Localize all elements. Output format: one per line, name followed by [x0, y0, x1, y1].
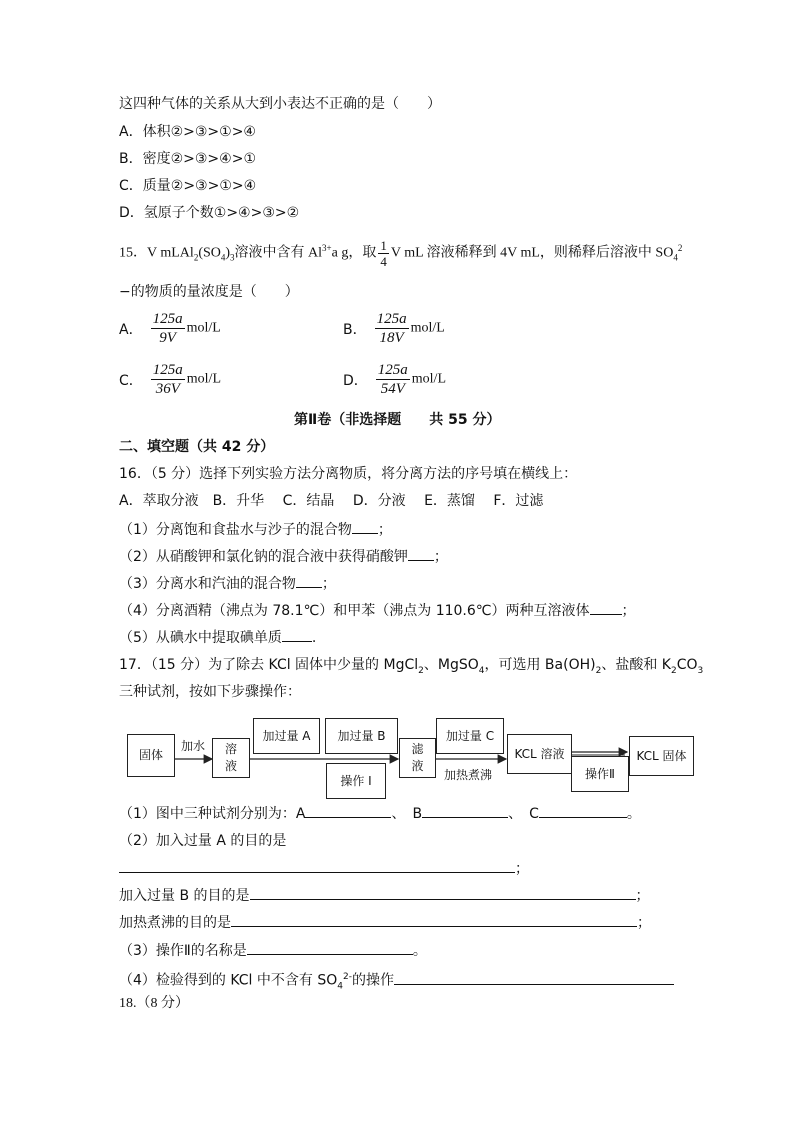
part2-title: 第Ⅱ卷（非选择题 共 55 分）: [294, 412, 501, 428]
q15-fraction: $\frac{1}{4}$: [380, 238, 387, 269]
answer-blank[interactable]: [250, 885, 636, 900]
q16-item-1: （1）分离饱和食盐水与沙子的混合物 ；: [119, 519, 392, 540]
q15-option-c: C． $\frac{125a}{36V}$ mol/L: [119, 362, 222, 397]
flow-operation-2-box: 操作Ⅱ: [571, 756, 629, 792]
answer-blank-c[interactable]: [539, 803, 627, 818]
q18-stem: 18.（8 分）: [119, 996, 189, 1011]
flow-boil-label: 加热煮沸: [444, 768, 493, 782]
q16-stem: 16．（5 分）选择下列实验方法分离物质，将分离方法的序号填在横线上：: [119, 466, 578, 482]
q17-part3: （3）操作Ⅱ的名称是 。: [119, 940, 427, 961]
flow-kcl-solution-box: KCL 溶液: [507, 734, 572, 774]
answer-blank-b[interactable]: [422, 803, 508, 818]
q16-item-3: （3）分离水和汽油的混合物 ；: [119, 573, 336, 594]
answer-blank[interactable]: [394, 970, 674, 985]
answer-blank[interactable]: [247, 940, 413, 955]
q16-item-2: （2）从硝酸钾和氯化钠的混合液中获得硝酸钾 ；: [119, 546, 448, 567]
q15-stem: 15．V $mLAl_2(SO_4)_3$溶液中含有 $Al^{3+}a$ g，取 $\frac{1}{4}$ V mL 溶液稀释到 4V mL，则稀释后溶液中 $SO_4^2$: [119, 238, 683, 269]
q14-option-b: B．密度②>③>④>①: [119, 151, 256, 167]
flow-solid-box: 固体: [127, 734, 175, 777]
q14-option-a: A．体积②>③>①>④: [119, 124, 256, 140]
flow-kcl-solid-box: KCL 固体: [629, 736, 694, 776]
flow-operation-1-box: 操作 I: [326, 763, 386, 799]
flow-filtrate-box: 滤 液: [399, 738, 436, 778]
q16-item-5: （5）从碘水中提取碘单质 .: [119, 627, 316, 648]
flow-add-c-box: 加过量 C: [436, 718, 504, 754]
q17-part4: （4）检验得到的 KCl 中不含有 $SO_4^{2-}$的操作: [119, 967, 674, 996]
flow-solution-box: 溶 液: [212, 738, 250, 778]
answer-blank[interactable]: [231, 912, 637, 927]
q15-option-b: B． $\frac{125a}{18V}$ mol/L: [343, 311, 445, 346]
flow-add-b-box: 加过量 B: [325, 718, 398, 754]
q17-part2c: 加热煮沸的目的是 ；: [119, 912, 651, 933]
flow-add-a-box: 加过量 A: [253, 718, 320, 754]
q17-part1: （1）图中三种试剂分别为：A 、 B 、 C 。: [119, 803, 641, 824]
q14-option-d: D．氢原子个数①>④>③>②: [119, 205, 300, 221]
q15-stem-line2: −的物质的量浓度是（ ）: [119, 284, 299, 300]
q14-option-c: C．质量②>③>①>④: [119, 178, 257, 194]
q16-item-4: （4）分离酒精（沸点为 78.1℃）和甲苯（沸点为 110.6℃）两种互溶液体 ；: [119, 600, 636, 621]
answer-blank-a[interactable]: [305, 803, 391, 818]
q15-option-d: D． $\frac{125a}{54V}$ mol/L: [343, 362, 447, 397]
q17-part2-label: （2）加入过量 A 的目的是: [119, 833, 287, 849]
q17-part2b: 加入过量 B 的目的是 ；: [119, 885, 650, 906]
q17-stem: 17．（15 分）为了除去 KCl 固体中少量的 MgCl$_2$、MgSO$_4$，可选用 $Ba(OH)_2$、盐酸和 $K_2CO_3$: [119, 657, 704, 676]
q15-option-a: A． $\frac{125a}{9V}$ mol/L: [119, 311, 221, 346]
q14-stem: 这四种气体的关系从大到小表达不正确的是（ ）: [119, 96, 441, 112]
section2-title: 二、填空题（共 42 分）: [119, 439, 275, 455]
q17-part2-answer: ；: [119, 858, 529, 879]
q17-stem-line2: 三种试剂，按如下步骤操作：: [119, 684, 301, 700]
answer-blank[interactable]: [119, 858, 515, 873]
flow-add-water-label: 加水: [181, 739, 206, 753]
q16-methods: A．萃取分液 B．升华 C．结晶 D．分液 E．蒸馏 F．过滤: [119, 493, 544, 509]
